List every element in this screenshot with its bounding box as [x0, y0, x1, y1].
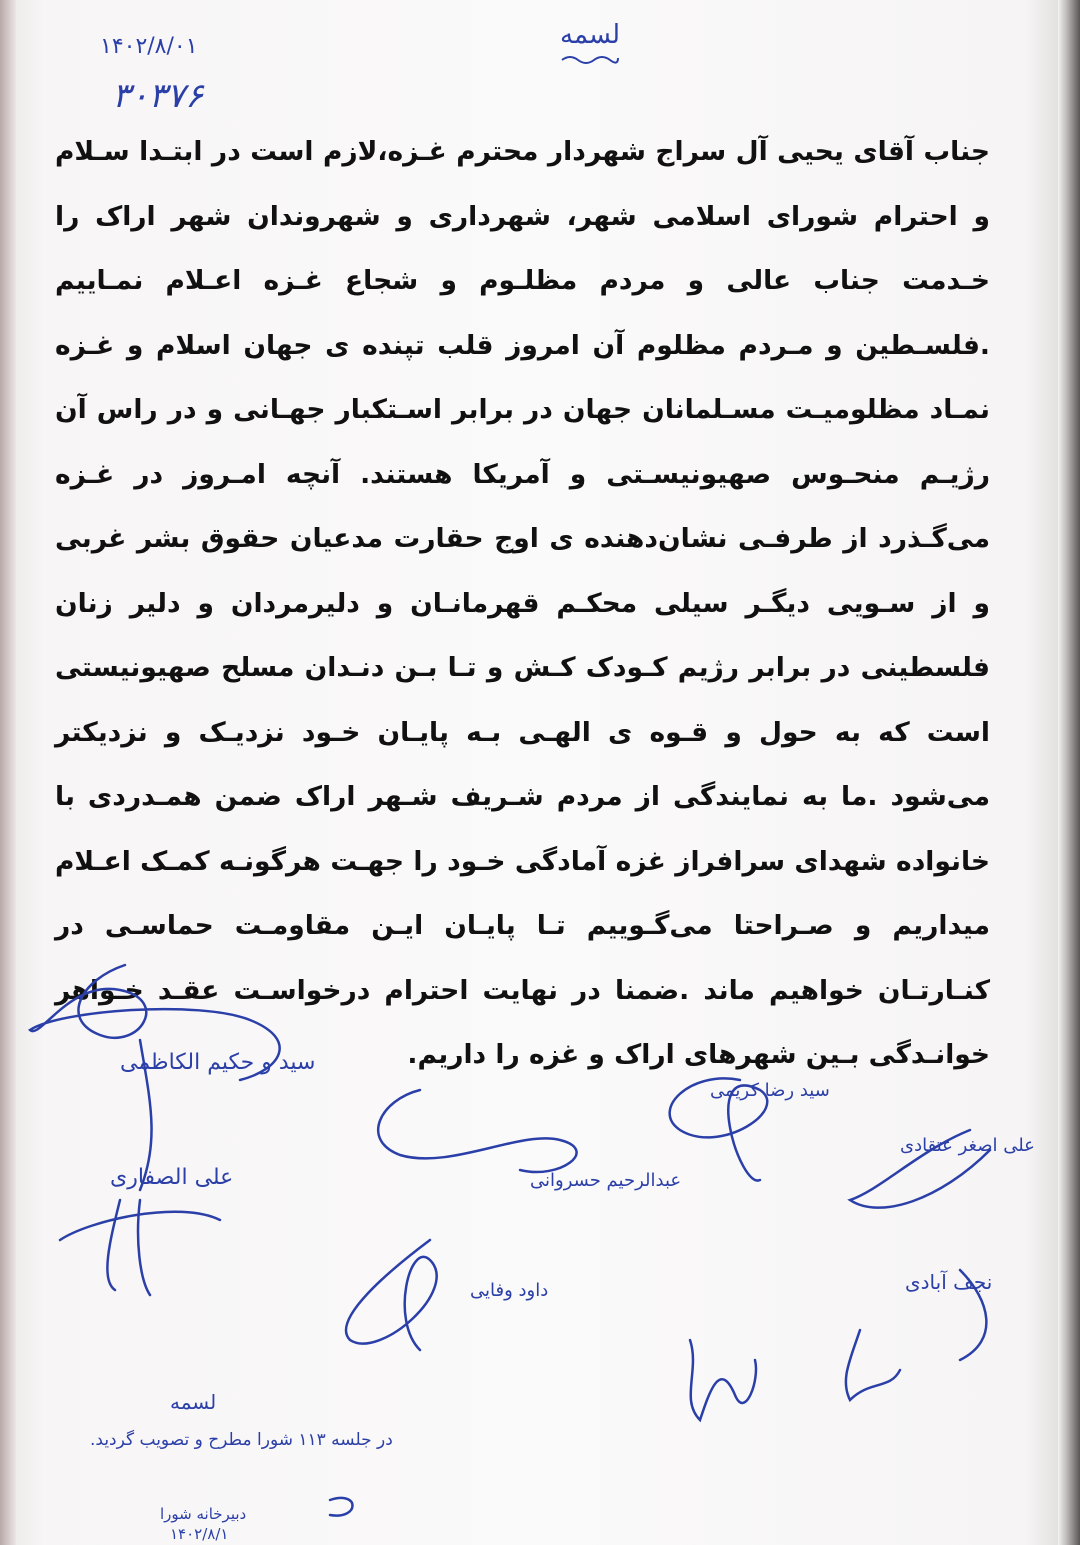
- signature-name-3: عبدالرحیم حسروانی: [530, 1170, 682, 1191]
- letter-body: جناب آقای یحیی آل سراج شهردار محترم غـزه،لازم است در ابتـدا سـلام و احترام شورای اسلامی شهر، شهرداری و شهروندان شهر اراک را خـدمت جناب عالی و مردم مظلـوم و شجاع غـزه اعـلام نمـاییم .فلسـطین و مـردم مظلوم آن امروز قلب تپنده ی جهان اسلام و غـزه نمـاد مظلومیـت مسـلمانان جهان در برابر اسـتکبار جهـانی و در راس آن رژیـم منحـوس صهیونیسـتی و آمریکا هستند. آنچه امـروز در غـزه می‌گـذرد از طرفـی نشان‌دهنده ی اوج حقارت مدعیان حقوق بشر غربی و از سـویی دیگـر سیلی محکـم قهرمانـان و دلیرمردان و دلیر زنان فلسطینی در برابر رژیم کـودک کـش و تـا بـن دنـدان مسلح صهیونیستی است که به حول و قـوه ی الهـی بـه پایـان خـود نزدیـک و نزدیکتر می‌شود .ما به نمایندگی از مردم شـریف شـهر اراک ضمن همـدردی با خانواده شهدای سرافراز غزه آمادگی خـود را جهـت هرگونـه کمـک اعـلام میداریم و صـراحتا می‌گـوییم تـا پایـان ایـن مقاومـت حماسـی در کنـارتـان خواهیم ماند .ضمنا در نهایت احترام درخواسـت عقـد خـواهر خوانـدگی بـین شهرهای اراک و غزه را داریم.: [55, 136, 990, 1070]
- signature-name-5: علی اصغر عتقادی: [900, 1135, 1035, 1156]
- signature-name-4: سید رضا کریمی: [710, 1080, 830, 1101]
- signature-stroke-3: [378, 1090, 576, 1172]
- signature-scribbles: [0, 940, 1080, 1545]
- signature-name-1: سید و حکیم الکاظمی: [120, 1050, 316, 1075]
- secretariat-label: دبیرخانه شورا: [160, 1505, 247, 1523]
- signature-stroke-11: [330, 1498, 353, 1516]
- letter-number: ۳۰۳۷۶: [112, 76, 204, 116]
- signatures-area: [0, 940, 1080, 1545]
- signature-name-2: علی الصفاری: [110, 1165, 234, 1190]
- signature-stroke-8: [690, 1340, 756, 1420]
- signature-stroke-6: [60, 1200, 220, 1295]
- approval-note: در جلسه ۱۱۳ شورا مطرح و تصویب گردید.: [90, 1430, 393, 1450]
- signature-stroke-9: [846, 1330, 900, 1400]
- signature-stroke-7: [346, 1240, 437, 1350]
- secretariat-date: ۱۴۰۲/۸/۱: [170, 1525, 229, 1543]
- signature-name-7: نجف آبادی: [905, 1270, 993, 1294]
- top-handwritten-note: لسمه‌: [560, 20, 621, 50]
- top-note-underline: [560, 52, 620, 66]
- bottom-handwritten-note: لسمه‌: [170, 1390, 217, 1414]
- signature-name-6: داود وفایی: [470, 1280, 549, 1301]
- letter-date: ۱۴۰۲/۸/۰۱: [100, 34, 198, 59]
